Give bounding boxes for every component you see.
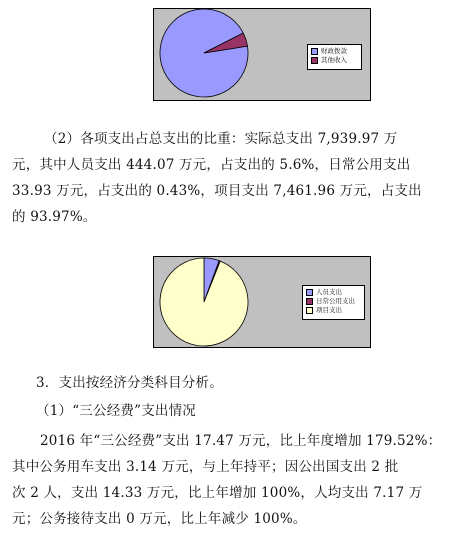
legend-swatch	[306, 298, 313, 305]
legend-item	[306, 288, 361, 297]
income-pie-chart	[153, 8, 371, 101]
paragraph-line: 元，其中人员支出 444.07 万元，占支出的 5.6%，日常公用支出	[12, 157, 411, 173]
legend-swatch	[306, 289, 313, 296]
legend-label: 人员支出	[316, 288, 342, 296]
legend-item	[311, 56, 358, 65]
legend-swatch	[311, 48, 318, 55]
pie-slice-3	[160, 258, 248, 346]
legend-swatch	[311, 57, 318, 64]
legend-item	[306, 297, 361, 306]
legend-label: 其他收入	[321, 56, 347, 64]
paragraph-line: 元；公务接待支出 0 万元，比上年减少 100%。	[12, 511, 307, 527]
paragraph-line: 2016 年“三公经费”支出 17.47 万元，比上年度增加 179.52%：	[40, 433, 442, 449]
legend-label: 日常公用支出	[316, 297, 355, 305]
heading-text: 3．支出按经济分类科目分析。	[36, 375, 223, 391]
legend-item	[306, 306, 361, 315]
paragraph-line: （2）各项支出占总支出的比重：实际总支出 7,939.97 万	[44, 131, 398, 147]
expense-ratio-paragraph	[12, 126, 457, 230]
paragraph-line: 其中公务用车支出 3.14 万元，与上年持平；因公出国支出 2 批	[12, 459, 399, 475]
subsection-heading	[36, 398, 456, 424]
income-legend	[307, 44, 362, 70]
section-heading	[36, 370, 456, 396]
subheading-text: （1）“三公经费”支出情况	[36, 403, 196, 419]
expense-legend	[302, 285, 365, 320]
legend-item	[311, 47, 358, 56]
paragraph-line: 次 2 人，支出 14.33 万元，比上年增加 100%，人均支出 7.17 万	[12, 485, 423, 501]
legend-label: 财政拨款	[321, 47, 347, 55]
paragraph-line: 33.93 万元，占支出的 0.43%，项目支出 7,461.96 万元，占支出	[12, 183, 422, 199]
legend-swatch	[306, 307, 313, 314]
expense-pie-chart	[153, 256, 371, 348]
legend-label: 项目支出	[316, 306, 342, 314]
paragraph-line: 的 93.97%。	[12, 209, 97, 225]
three-public-expenses-paragraph	[12, 428, 457, 532]
